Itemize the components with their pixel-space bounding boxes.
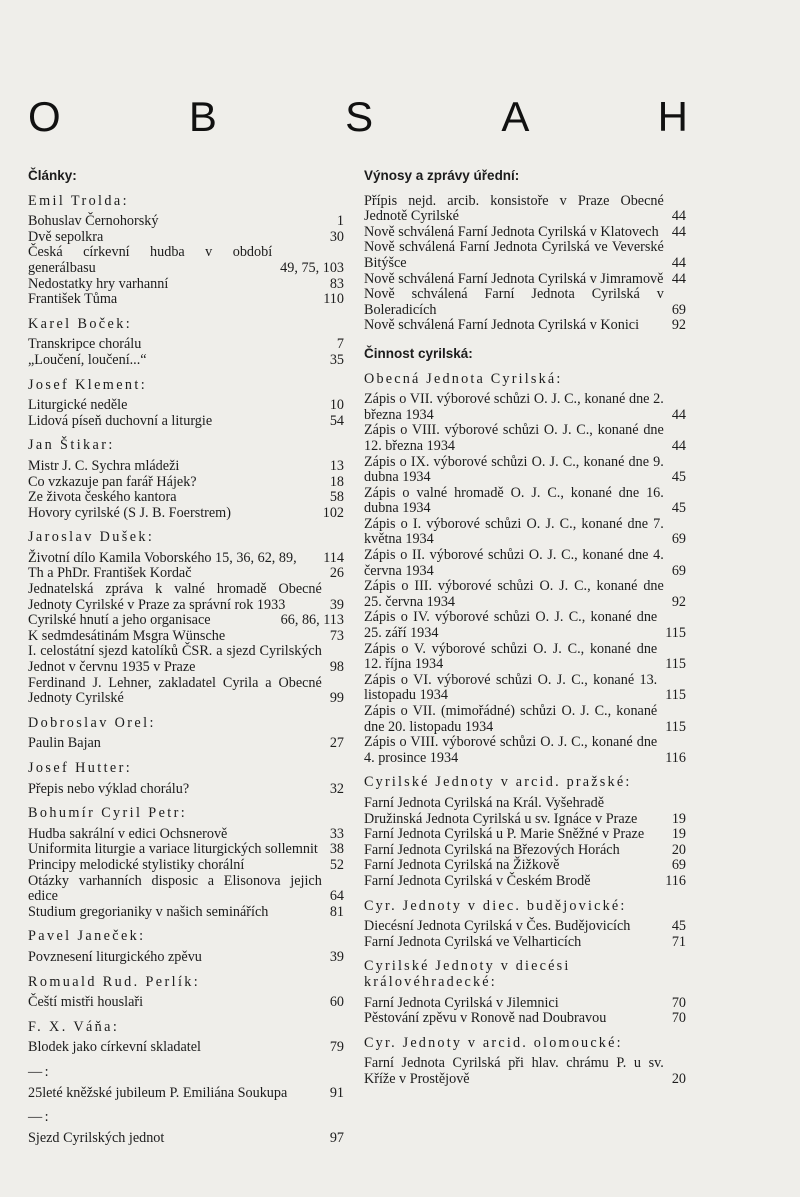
toc-entry bbox=[28, 613, 344, 629]
section-heading-activity: Činnost cyrilská: bbox=[364, 345, 473, 361]
entry-page: 30 bbox=[329, 228, 344, 245]
entry-title: Zápis o IX. výborové schůzi O. J. C., konané dne 9. dubna 1934 bbox=[364, 453, 664, 486]
entry-page: 26 bbox=[329, 565, 344, 582]
author-heading: Dobroslav Orel: bbox=[28, 714, 156, 731]
toc-entry bbox=[28, 1086, 344, 1102]
toc-entry bbox=[28, 874, 344, 905]
entry-page: 115 bbox=[665, 687, 686, 704]
toc-entry bbox=[28, 827, 344, 843]
toc-entry bbox=[364, 673, 686, 704]
entry-title: Nově schválená Farní Jednota Cyrilská v Konici bbox=[364, 317, 640, 334]
entry-page: 69 bbox=[671, 531, 686, 548]
toc-entry bbox=[364, 455, 686, 486]
entry-title: Farní Jednota Cyrilská na Žižkově bbox=[364, 857, 560, 874]
toc-entry bbox=[364, 287, 686, 318]
entry-page: 20 bbox=[671, 841, 686, 858]
entry-title: Farní Jednota Cyrilská při hlav. chrámu P. u sv. Kříže v Prostějově bbox=[364, 1055, 664, 1087]
group-heading: Obecná Jednota Cyrilská: bbox=[364, 370, 563, 387]
toc-entry bbox=[28, 337, 344, 353]
entry-page: 69 bbox=[671, 301, 686, 318]
entry-title: Zápis o V. výborové schůzi O. J. C., konané dne 12. října 1934 bbox=[364, 640, 658, 673]
entry-page: 70 bbox=[671, 994, 686, 1011]
entry-page: 92 bbox=[671, 593, 686, 610]
toc-entry bbox=[364, 486, 686, 517]
toc-entry bbox=[28, 459, 344, 475]
entry-page: 44 bbox=[671, 406, 686, 423]
toc-entry bbox=[364, 272, 686, 288]
entry-title: Farní Jednota Cyrilská u P. Marie Sněžné v Praze bbox=[364, 826, 645, 843]
entry-page: 97 bbox=[329, 1129, 344, 1146]
entry-page: 69 bbox=[671, 857, 686, 874]
entry-title: Zápis o valné hromadě O. J. C., konané dne 16. dubna 1934 bbox=[364, 484, 664, 517]
entry-title: Životní dílo Kamila Voborského 15, 36, 62, 89, bbox=[28, 549, 297, 566]
toc-entry bbox=[28, 566, 344, 582]
entry-page: 44 bbox=[671, 437, 686, 454]
decrees-list bbox=[364, 194, 686, 334]
entry-page: 54 bbox=[329, 412, 344, 429]
entry-title: Česká církevní hudba v období generálbasu bbox=[28, 244, 273, 276]
section-heading-articles: Články: bbox=[28, 168, 77, 183]
entry-page: 70 bbox=[671, 1010, 686, 1027]
entry-title: Zápis o III. výborové schůzi O. J. C., konané dne 25. června 1934 bbox=[364, 578, 664, 610]
group-heading: Cyrilské Jednoty v diecési královéhradecké: bbox=[364, 958, 571, 990]
entry-page: 60 bbox=[329, 994, 344, 1011]
left-column bbox=[28, 168, 344, 1146]
entry-page: 18 bbox=[329, 473, 344, 490]
toc-entry bbox=[28, 551, 344, 567]
entry-page: 19 bbox=[671, 810, 686, 827]
section-heading-decrees: Výnosy a zprávy úřední: bbox=[364, 168, 520, 183]
entry-page: 45 bbox=[671, 918, 686, 935]
entry-page: 32 bbox=[329, 780, 344, 797]
entry-title: Farní Jednota Cyrilská na Březových Horách bbox=[364, 841, 620, 858]
group-heading: Cyr. Jednoty v arcid. olomoucké: bbox=[364, 1034, 623, 1051]
entry-title: Principy melodické stylistiky chorální bbox=[28, 856, 245, 873]
author-heading: Karel Boček: bbox=[28, 315, 133, 332]
entry-title: Povznesení liturgického zpěvu bbox=[28, 948, 202, 965]
entry-title: Nedostatky hry varhanní bbox=[28, 275, 169, 292]
entry-page: 10 bbox=[329, 397, 344, 414]
author-heading: Josef Klement: bbox=[28, 376, 148, 393]
entry-title: I. celostátní sjezd katolíků ČSR. a sjezd Cyrilských Jednot v červnu 1935 v Praze bbox=[28, 643, 322, 676]
entry-title: Přípis nejd. arcib. konsistoře v Praze Obecné Jednotě Cyrilské bbox=[364, 192, 664, 225]
entry-page: 52 bbox=[329, 856, 344, 873]
entry-page: 116 bbox=[665, 749, 686, 766]
entry-title: Zápis o VI. výborové schůzi O. J. C., konané 13. listopadu 1934 bbox=[364, 671, 658, 704]
entry-title: Farní Jednota Cyrilská na Král. Vyšehradě bbox=[364, 794, 605, 811]
author-heading: Jaroslav Dušek: bbox=[28, 529, 155, 546]
entry-title: Dvě sepolkra bbox=[28, 228, 104, 245]
entry-title: Zápis o I. výborové schůzi O. J. C., konané dne 7. května 1934 bbox=[364, 515, 664, 548]
right-column bbox=[364, 168, 686, 1087]
entry-title: Liturgické neděle bbox=[28, 397, 128, 414]
toc-entry bbox=[364, 423, 686, 454]
entry-title: Sjezd Cyrilských jednot bbox=[28, 1129, 165, 1146]
toc-entry bbox=[364, 874, 686, 890]
entry-page: 64 bbox=[329, 888, 344, 905]
toc-entry bbox=[364, 827, 686, 843]
entry-title: Nově schválená Farní Jednota Cyrilská v Jimramově bbox=[364, 270, 664, 287]
toc-entry bbox=[364, 704, 686, 735]
toc-entry bbox=[28, 995, 344, 1011]
entry-page: 71 bbox=[671, 933, 686, 950]
entry-title: Paulin Bajan bbox=[28, 735, 101, 752]
entry-page: 13 bbox=[329, 457, 344, 474]
toc-entry bbox=[28, 736, 344, 752]
toc-entry bbox=[28, 676, 344, 707]
toc-entry bbox=[28, 782, 344, 798]
entry-title: Co vzkazuje pan farář Hájek? bbox=[28, 473, 197, 490]
entry-page: 69 bbox=[671, 562, 686, 579]
entry-title: Přepis nebo výklad chorálu? bbox=[28, 780, 190, 797]
title-letter: O bbox=[28, 93, 61, 140]
entry-title: Nově schválená Farní Jednota Cyrilská v Boleradicích bbox=[364, 286, 664, 318]
author-heading: Romuald Rud. Perlík: bbox=[28, 973, 201, 990]
entry-page: 115 bbox=[665, 656, 686, 673]
group-heading: Cyr. Jednoty v diec. budějovické: bbox=[364, 897, 627, 914]
entry-page: 49, 75, 103 bbox=[280, 259, 344, 276]
toc-entry bbox=[364, 1011, 686, 1027]
entry-title: Jednatelská zpráva k valné hromadě Obecné Jednoty Cyrilské v Praze za správní rok 1933 bbox=[28, 581, 322, 613]
toc-entry bbox=[28, 842, 344, 858]
entry-page: 35 bbox=[329, 351, 344, 368]
toc-entry bbox=[364, 318, 686, 334]
toc-entry bbox=[28, 214, 344, 230]
toc-entry bbox=[364, 996, 686, 1012]
entry-title: Cyrilské hnutí a jeho organisace bbox=[28, 612, 211, 629]
entry-title: Mistr J. C. Sychra mládeži bbox=[28, 457, 180, 474]
entry-page: 44 bbox=[671, 208, 686, 225]
toc-entry bbox=[364, 579, 686, 610]
entry-title: K sedmdesátinám Msgra Wünsche bbox=[28, 627, 226, 644]
entry-title: Hudba sakrální v edici Ochsnerově bbox=[28, 825, 228, 842]
toc-entry bbox=[364, 392, 686, 423]
entry-title: Farní Jednota Cyrilská v Českém Brodě bbox=[364, 872, 591, 889]
entry-page: 44 bbox=[671, 270, 686, 287]
page-title bbox=[28, 94, 688, 140]
entry-page: 102 bbox=[322, 504, 344, 521]
entry-title: Nově schválená Farní Jednota Cyrilská v Klatovech bbox=[364, 223, 659, 240]
entry-title: Hovory cyrilské (S J. B. Foerstrem) bbox=[28, 504, 231, 521]
entry-title: Družinská Jednota Cyrilská u sv. Ignáce v Praze bbox=[364, 810, 638, 827]
entry-title: Blodek jako církevní skladatel bbox=[28, 1039, 201, 1056]
entry-page: 39 bbox=[329, 948, 344, 965]
toc-entry bbox=[364, 642, 686, 673]
toc-entry bbox=[28, 277, 344, 293]
toc-entry bbox=[28, 292, 344, 308]
author-heading: F. X. Váňa: bbox=[28, 1018, 120, 1035]
entry-page: 115 bbox=[665, 625, 686, 642]
entry-page: 110 bbox=[323, 291, 344, 308]
entry-page: 73 bbox=[329, 627, 344, 644]
entry-page: 79 bbox=[329, 1039, 344, 1056]
entry-title: Transkripce chorálu bbox=[28, 336, 142, 353]
toc-entry bbox=[364, 194, 686, 225]
toc-entry bbox=[364, 225, 686, 241]
toc-entry bbox=[364, 843, 686, 859]
entry-page: 92 bbox=[671, 317, 686, 334]
toc-entry bbox=[364, 735, 686, 766]
toc-entry bbox=[28, 1040, 344, 1056]
activity-groups bbox=[364, 372, 686, 1088]
author-heading: —: bbox=[28, 1063, 51, 1080]
toc-entry bbox=[364, 548, 686, 579]
toc-entry bbox=[28, 245, 344, 276]
author-heading: Josef Hutter: bbox=[28, 760, 133, 776]
toc-entry bbox=[28, 582, 344, 613]
toc-entry bbox=[28, 1131, 344, 1147]
toc-entry bbox=[364, 1056, 686, 1087]
toc-entry bbox=[364, 812, 686, 828]
toc-entry bbox=[364, 858, 686, 874]
toc-entry bbox=[364, 517, 686, 548]
toc-entry bbox=[28, 398, 344, 414]
entry-page: 99 bbox=[329, 690, 344, 707]
entry-page: 1 bbox=[336, 213, 344, 230]
entry-page: 27 bbox=[329, 735, 344, 752]
entry-title: Lidová píseň duchovní a liturgie bbox=[28, 412, 213, 429]
author-heading: Emil Trolda: bbox=[28, 192, 129, 209]
entry-page: 91 bbox=[329, 1084, 344, 1101]
toc-entry bbox=[28, 950, 344, 966]
entry-page: 38 bbox=[329, 841, 344, 858]
entry-title: Th a PhDr. František Kordač bbox=[28, 565, 192, 582]
entry-title: Otázky varhanních disposic a Elisonova jejich edice bbox=[28, 872, 322, 905]
entry-title: František Tůma bbox=[28, 291, 118, 308]
entry-title: Čeští mistři houslaři bbox=[28, 994, 144, 1011]
title-letter: S bbox=[345, 93, 374, 140]
entry-title: Zápis o VII. výborové schůzi O. J. C., konané dne 2. března 1934 bbox=[364, 391, 664, 423]
entry-page: 116 bbox=[665, 872, 686, 889]
entry-page: 114 bbox=[323, 549, 344, 566]
entry-page: 33 bbox=[329, 825, 344, 842]
entry-title: Ferdinand J. Lehner, zakladatel Cyrila a Obecné Jednoty Cyrilské bbox=[28, 674, 322, 707]
entry-page: 7 bbox=[336, 336, 344, 353]
toc-entry bbox=[28, 644, 344, 675]
entry-title: Pěstování zpěvu v Ronově nad Doubravou bbox=[364, 1010, 607, 1027]
toc-entry bbox=[28, 475, 344, 491]
author-heading: Bohumír Cyril Petr: bbox=[28, 805, 188, 822]
toc-entry bbox=[364, 919, 686, 935]
entry-title: Diecésní Jednota Cyrilská v Čes. Budějovicích bbox=[364, 918, 631, 935]
entry-page: 81 bbox=[329, 903, 344, 920]
entry-page: 39 bbox=[329, 596, 344, 613]
entry-page: 19 bbox=[671, 826, 686, 843]
toc-entry bbox=[28, 490, 344, 506]
author-heading: Pavel Janeček: bbox=[28, 928, 146, 945]
toc-entry bbox=[364, 610, 686, 641]
entry-page: 98 bbox=[329, 659, 344, 676]
toc-entry bbox=[364, 240, 686, 271]
toc-entry bbox=[28, 506, 344, 522]
entry-page: 45 bbox=[671, 500, 686, 517]
entry-title: Zápis o II. výborové schůzi O. J. C., konané dne 4. června 1934 bbox=[364, 547, 664, 579]
entry-title: Zápis o VIII. výborové schůzi O. J. C., konané dne 12. března 1934 bbox=[364, 422, 664, 454]
entry-title: 25leté kněžské jubileum P. Emiliána Soukupa bbox=[28, 1084, 288, 1101]
entry-title: Zápis o IV. výborové schůzi O. J. C., konané dne 25. září 1934 bbox=[364, 609, 658, 642]
author-heading: —: bbox=[28, 1109, 51, 1126]
entry-title: Farní Jednota Cyrilská v Jilemnici bbox=[364, 994, 559, 1011]
entry-page: 44 bbox=[671, 223, 686, 240]
entry-title: Zápis o VII. (mimořádné) schůzi O. J. C., konané dne 20. listopadu 1934 bbox=[364, 703, 658, 735]
entry-title: Bohuslav Černohorský bbox=[28, 213, 159, 230]
author-heading: Jan Štikar: bbox=[28, 437, 115, 454]
title-letter: B bbox=[188, 93, 217, 140]
entry-page: 115 bbox=[665, 718, 686, 735]
title-letter: H bbox=[657, 93, 688, 140]
toc-entry bbox=[364, 935, 686, 951]
entry-title: Uniformita liturgie a variace liturgických sollemnit bbox=[28, 841, 318, 858]
group-heading: Cyrilské Jednoty v arcid. pražské: bbox=[364, 774, 632, 791]
entry-title: Studium gregorianiky v našich seminářích bbox=[28, 903, 269, 920]
toc-entry bbox=[28, 414, 344, 430]
toc-entry bbox=[28, 858, 344, 874]
entry-page: 58 bbox=[329, 489, 344, 506]
toc-entry bbox=[28, 905, 344, 921]
entry-title: Zápis o VIII. výborové schůzi O. J. C., konané dne 4. prosince 1934 bbox=[364, 734, 658, 766]
entry-title: Nově schválená Farní Jednota Cyrilská ve Veverské Bitýšce bbox=[364, 239, 664, 271]
entry-title: Farní Jednota Cyrilská ve Velharticích bbox=[364, 933, 582, 950]
entry-title: „Loučení, loučení...“ bbox=[28, 351, 147, 368]
entry-page: 45 bbox=[671, 469, 686, 486]
entry-title: Ze života českého kantora bbox=[28, 489, 177, 506]
toc-entry bbox=[364, 796, 686, 812]
entry-page: 66, 86, 113 bbox=[280, 612, 344, 629]
title-letter: A bbox=[501, 93, 530, 140]
toc-entry bbox=[28, 353, 344, 369]
entry-page: 44 bbox=[671, 254, 686, 271]
entry-page: 83 bbox=[329, 275, 344, 292]
entry-page: 20 bbox=[671, 1070, 686, 1087]
